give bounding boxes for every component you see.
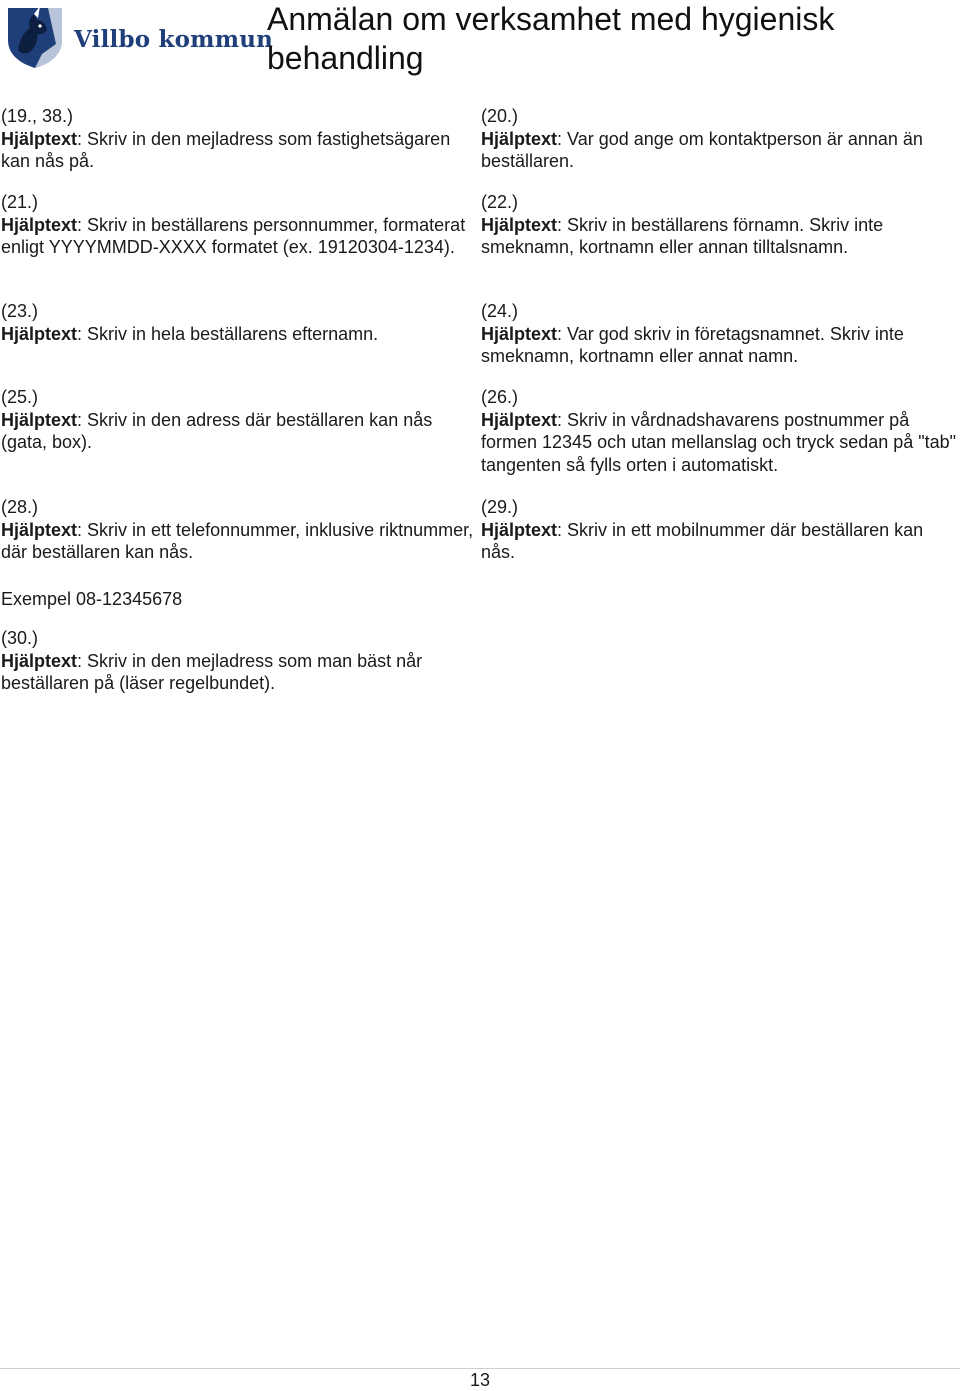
- entry-number: (29.): [481, 497, 519, 517]
- entry-number: (21.): [1, 192, 39, 212]
- entry-text: : Var god ange om kontaktperson är annan än beställaren.: [481, 128, 923, 171]
- entry-text: : Skriv in ett telefonnummer, inklusive riktnummer, där beställaren kan nås.: [1, 519, 474, 562]
- entry-number: (20.): [481, 106, 519, 126]
- help-entry-25: [1, 386, 477, 454]
- entry-label: Hjälptext: [1, 519, 78, 540]
- entry-text: : Skriv in vårdnadshavarens postnummer på formen 12345 och utan mellanslag och tryck sedan på "tab" tangenten så fylls orten i automatiskt.: [481, 409, 957, 475]
- entry-label: Hjälptext: [481, 323, 558, 344]
- help-entry-24: [481, 300, 957, 368]
- entry-number: (28.): [1, 497, 39, 517]
- example-text: Exempel 08-12345678: [1, 589, 183, 609]
- help-entry-21: [1, 191, 477, 259]
- entry-number: (30.): [1, 628, 39, 648]
- entry-text: : Skriv in den adress där beställaren kan nås (gata, box).: [1, 409, 433, 452]
- entry-label: Hjälptext: [481, 519, 558, 540]
- entry-text: : Skriv in den mejladress som man bäst når beställaren på (läser regelbundet).: [1, 650, 423, 693]
- entry-label: Hjälptext: [1, 214, 78, 235]
- entry-label: Hjälptext: [481, 214, 558, 235]
- phone-example: [1, 588, 477, 611]
- entry-number: (22.): [481, 192, 519, 212]
- entry-number: (24.): [481, 301, 519, 321]
- help-entry-22: [481, 191, 957, 259]
- document-title: Anmälan om verksamhet med hygienisk behandling: [267, 1, 835, 76]
- entry-text: : Skriv in den mejladress som fastighetsägaren kan nås på.: [1, 128, 451, 171]
- help-entry-19-38: [1, 105, 477, 173]
- footer-divider: [0, 1368, 960, 1369]
- entry-text: : Skriv in beställarens förnamn. Skriv inte smeknamn, kortnamn eller annan tilltalsnamn.: [481, 214, 884, 257]
- entry-number: (19., 38.): [1, 106, 74, 126]
- entry-label: Hjälptext: [1, 128, 78, 149]
- shield-icon: [4, 4, 66, 70]
- entry-number: (25.): [1, 387, 39, 407]
- entry-text: : Skriv in ett mobilnummer där beställaren kan nås.: [481, 519, 924, 562]
- entry-text: : Skriv in beställarens personnummer, formaterat enligt YYYYMMDD-XXXX formatet (ex. 19120304-1234).: [1, 214, 466, 257]
- help-entry-20: [481, 105, 957, 173]
- help-entry-29: [481, 496, 957, 564]
- logo-text: Villbo kommun: [74, 26, 274, 53]
- entry-text: : Var god skriv in företagsnamnet. Skriv inte smeknamn, kortnamn eller annat namn.: [481, 323, 904, 366]
- help-entry-28: [1, 496, 477, 564]
- municipality-logo: [4, 4, 274, 70]
- help-entry-30: [1, 627, 477, 695]
- entry-label: Hjälptext: [1, 409, 78, 430]
- entry-label: Hjälptext: [1, 650, 78, 671]
- entry-label: Hjälptext: [481, 409, 558, 430]
- entry-text: : Skriv in hela beställarens efternamn.: [77, 323, 379, 344]
- entry-number: (23.): [1, 301, 39, 321]
- entry-number: (26.): [481, 387, 519, 407]
- page-number: 13: [469, 1370, 491, 1390]
- help-entry-26: [481, 386, 957, 476]
- help-entry-23: [1, 300, 477, 345]
- entry-label: Hjälptext: [481, 128, 558, 149]
- entry-label: Hjälptext: [1, 323, 78, 344]
